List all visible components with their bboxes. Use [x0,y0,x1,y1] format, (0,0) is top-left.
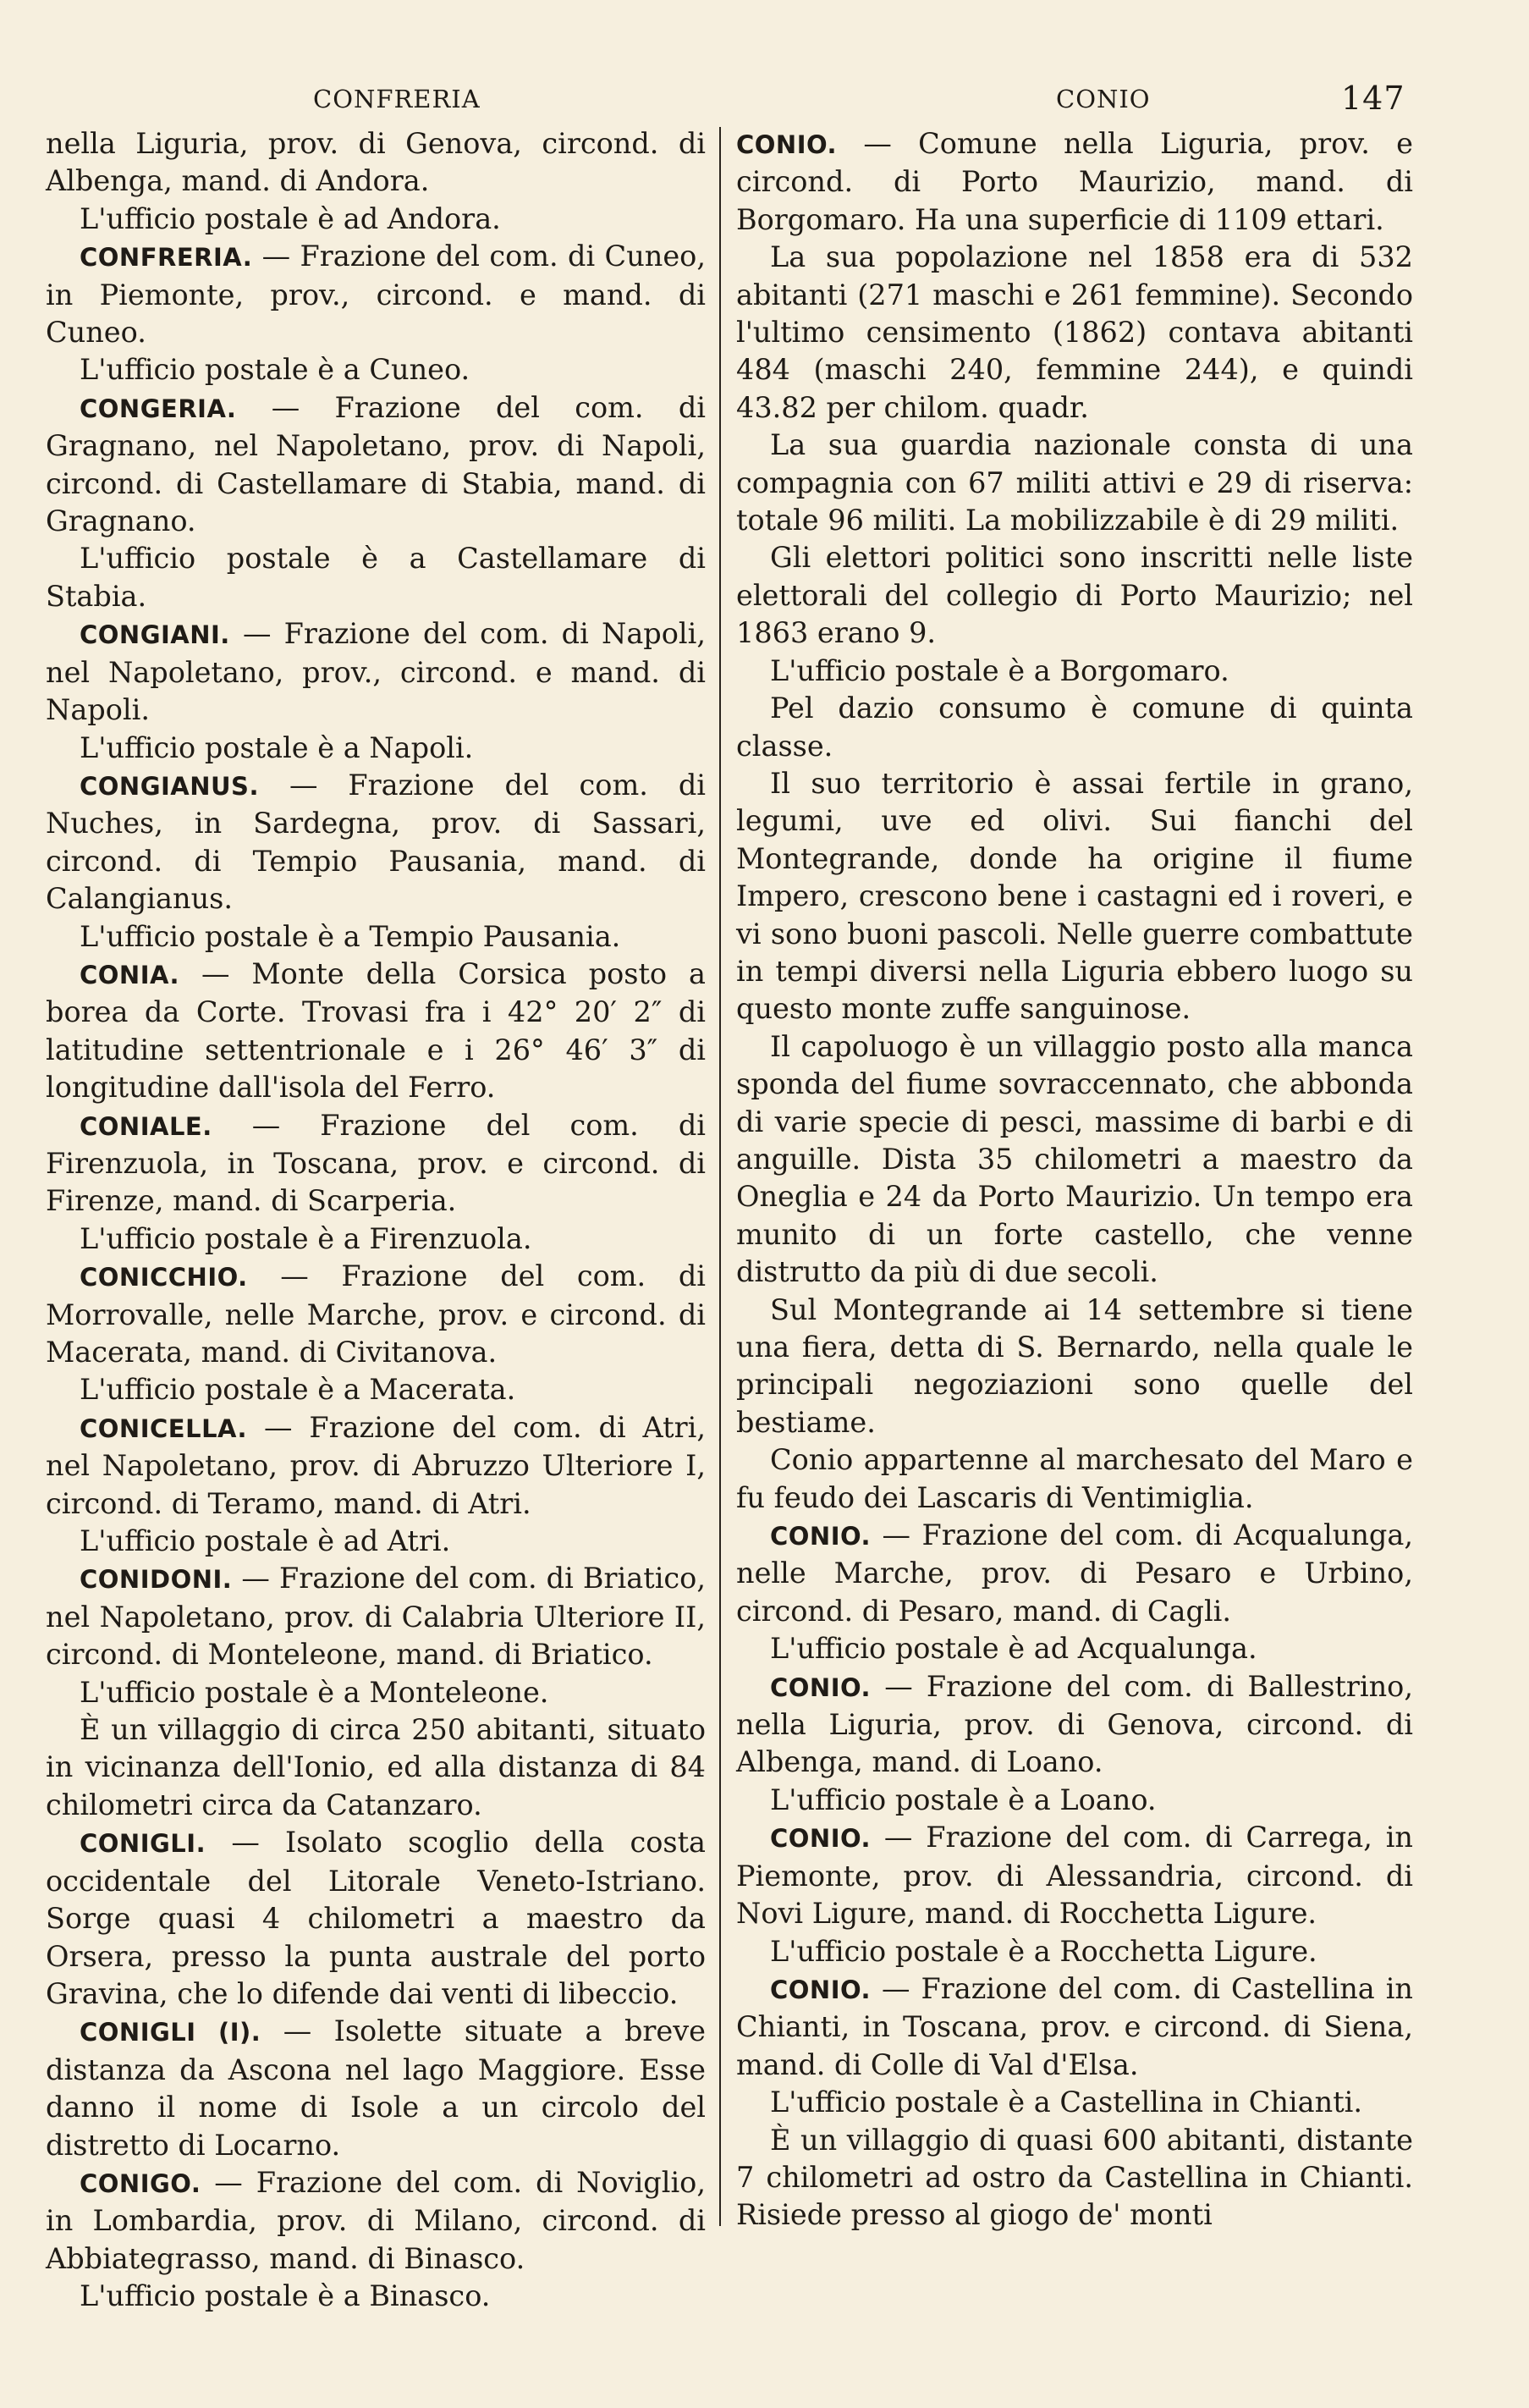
entry-text: — Frazione del com. di Cuneo, in Piemonte, prov., circond. e mand. di Cuneo. [46,240,706,350]
dictionary-entry [46,615,706,729]
entry-headword: CONIO. [770,1522,872,1551]
entry-paragraph [736,2084,1413,2121]
entry-text: Gli elettori politici sono inscritti nelle liste elettorali del collegio di Porto Maurizio; nel 1863 erano 9. [736,541,1413,650]
dictionary-entry [46,238,706,351]
entry-paragraph [46,1221,706,1258]
entry-text: Il suo territorio è assai fertile in grano, legumi, uve ed olivi. Sui fianchi del Montegrande, donde ha origine il fiume Impero, crescono bene i castagni ed i roveri, e vi sono buoni pascoli. Nelle guerre combattute in tempi diversi nella Liguria ebbero luogo su questo monte zuffe sanguinose. [736,766,1413,1026]
entry-paragraph [46,1674,706,1711]
entry-paragraph [736,690,1413,765]
entry-headword: CONGIANUS. [80,771,259,801]
entry-text: — Frazione del com. di Nuches, in Sardegna, prov. di Sassari, circond. di Tempio Pausania, mand. di Calangianus. [46,768,706,916]
entry-paragraph [736,239,1413,427]
dictionary-entry [736,1668,1413,1782]
entry-paragraph [736,539,1413,652]
entry-headword: CONIO. [770,1975,872,2004]
entry-text: L'ufficio postale è ad Atri. [80,1524,451,1558]
entry-headword: CONICELLA. [80,1413,248,1443]
entry-paragraph [46,2278,706,2315]
entry-headword: CONIGO. [80,2168,201,2198]
dictionary-entry [736,1517,1413,1630]
entry-headword: CONIO. [736,130,838,159]
dictionary-entry [736,1970,1413,2084]
entry-text: L'ufficio postale è a Rocchetta Ligure. [770,1934,1317,1968]
entry-text: È un villaggio di circa 250 abitanti, situato in vicinanza dell'Ionio, ed alla distanza di 84 chilometri circa da Catanzaro. [46,1713,706,1821]
entry-text: L'ufficio postale è a Binasco. [80,2279,491,2313]
entry-headword: CONGIANI. [80,620,230,650]
left-column [46,125,706,2316]
right-column [736,125,1413,2234]
entry-paragraph [736,1782,1413,1819]
entry-text: — Frazione del com. di Acqualunga, nelle Marche, prov. di Pesaro e Urbino, circond. di Pesaro, mand. di Cagli. [736,1518,1413,1628]
entry-text: — Frazione del com. di Ballestrino, nella Liguria, prov. di Genova, circond. di Albenga, mand. di Loano. [736,1669,1413,1779]
dictionary-entry [46,1409,706,1523]
entry-text: — Isolette situate a breve distanza da Ascona nel lago Maggiore. Esse danno il nome di Isole a un circolo del distretto di Locarno. [46,2014,706,2162]
entry-paragraph [736,427,1413,539]
dictionary-entry [46,956,706,1107]
entry-paragraph [736,1933,1413,1970]
dictionary-entry [46,1258,706,1371]
entry-text: — Frazione del com. di Gragnano, nel Napoletano, prov. di Napoli, circond. di Castellamare di Stabia, mand. di Gragnano. [46,390,706,538]
entry-text: L'ufficio postale è a Napoli. [80,730,474,764]
dictionary-entry [46,1107,706,1221]
entry-text: La sua popolazione nel 1858 era di 532 abitanti (271 maschi e 261 femmine). Secondo l'ultimo censimento (1862) contava abitanti 484 (maschi 240, femmine 244), e quindi 43.82 per chilom. quadr. [736,240,1413,424]
dictionary-entry [46,1824,706,2013]
entry-text: — Frazione del com. di Morrovalle, nelle Marche, prov. e circond. di Macerata, mand. di Civitanova. [46,1259,706,1369]
entry-text: L'ufficio postale è ad Acqualunga. [770,1632,1257,1666]
entry-paragraph [736,1441,1413,1517]
entry-text: La sua guardia nazionale consta di una compagnia con 67 militi attivi e 29 di riserva: totale 96 militi. La mobilizzabile è di 29 militi. [736,428,1413,537]
entry-text: Pel dazio consumo è comune di quinta classe. [736,692,1413,763]
entry-text: — Isolato scoglio della costa occidentale del Litorale Veneto-Istriano. Sorge quasi 4 chilometri a maestro da Orsera, presso la punta australe del porto Gravina, che lo difende dai venti di libeccio. [46,1826,706,2010]
dictionary-entry [46,2013,706,2164]
entry-text: nella Liguria, prov. di Genova, circond. di Albenga, mand. di Andora. [46,127,706,198]
entry-headword: CONGERIA. [80,394,237,423]
entry-headword: CONIDONI. [80,1565,233,1595]
entry-text: L'ufficio postale è a Borgomaro. [770,653,1229,687]
entry-text: — Frazione del com. di Napoli, nel Napoletano, prov., circond. e mand. di Napoli. [46,617,706,727]
entry-headword: CONIGLI. [80,1829,206,1859]
entry-paragraph [46,1523,706,1560]
entry-text: Il capoluogo è un villaggio posto alla manca sponda del fiume sovraccennato, che abbonda di varie specie di pesci, massime di barbi e di anguille. Dista 35 chilometri a maestro da Oneglia e 24 da Porto Maurizio. Un tempo era munito di un forte castello, che venne distrutto da più di due secoli. [736,1029,1413,1289]
entry-text: — Frazione del com. di Atri, nel Napoletano, prov. di Abruzzo Ulteriore I, circond. di Teramo, mand. di Atri. [46,1410,706,1520]
entry-text: — Monte della Corsica posto a borea da Corte. Trovasi fra i 42° 20′ 2″ di latitudine settentrionale e i 26° 46′ 3″ di longitudine dall'isola del Ferro. [46,956,706,1105]
running-head-center: CONIO [1056,85,1151,113]
dictionary-entry [46,767,706,918]
entry-paragraph [736,1028,1413,1292]
entry-paragraph [736,765,1413,1028]
running-head-left: CONFRERIA [313,85,481,113]
dictionary-entry [46,1560,706,1673]
entry-text: Sul Montegrande ai 14 settembre si tiene una fiera, detta di S. Bernardo, nella quale le principali negoziazioni sono quelle del bestiame. [736,1292,1413,1439]
entry-text: L'ufficio postale è a Castellina in Chianti. [770,2086,1363,2119]
entry-text: L'ufficio postale è a Monteleone. [80,1675,549,1709]
entry-paragraph [46,201,706,238]
dictionary-entry [736,125,1413,239]
entry-paragraph [46,1711,706,1824]
entry-text: L'ufficio postale è ad Andora. [80,201,501,235]
entry-paragraph [46,540,706,615]
entry-text: L'ufficio postale è a Cuneo. [80,353,470,387]
column-divider [719,127,721,2226]
entry-paragraph [736,653,1413,690]
entry-text: L'ufficio postale è a Loano. [770,1783,1157,1816]
entry-paragraph [46,125,706,201]
entry-paragraph [46,1371,706,1408]
entry-headword: CONFRERIA. [80,243,253,273]
entry-headword: CONICCHIO. [80,1263,248,1292]
entry-text: — Frazione del com. di Castellina in Chianti, in Toscana, prov. e circond. di Siena, mand. di Colle di Val d'Elsa. [736,1971,1413,2081]
entry-paragraph [46,351,706,388]
entry-headword: CONIA. [80,960,179,989]
entry-text: L'ufficio postale è a Macerata. [80,1373,516,1407]
dictionary-entry [736,1819,1413,1932]
entry-headword: CONIO. [770,1672,872,1702]
entry-text: — Frazione del com. di Briatico, nel Napoletano, prov. di Calabria Ulteriore II, circond. di Monteleone, mand. di Briatico. [46,1562,706,1672]
entry-text: L'ufficio postale è a Firenzuola. [80,1221,532,1255]
entry-text: — Frazione del com. di Carrega, in Piemonte, prov. di Alessandria, circond. di Novi Ligure, mand. di Rocchetta Ligure. [736,1821,1413,1931]
entry-headword: CONIGLI (I). [80,2018,261,2047]
entry-text: L'ufficio postale è a Tempio Pausania. [80,919,621,953]
dictionary-entry [46,389,706,541]
entry-text: È un villaggio di quasi 600 abitanti, distante 7 chilometri ad ostro da Castellina in Chianti. Risiede presso al giogo de' monti [736,2123,1413,2232]
entry-headword: CONIALE. [80,1111,212,1141]
entry-paragraph [736,1630,1413,1667]
entry-paragraph [736,2122,1413,2234]
entry-text: L'ufficio postale è a Castellamare di Stabia. [46,542,706,613]
dictionary-entry [46,2164,706,2278]
entry-text: Conio appartenne al marchesato del Maro e fu feudo dei Lascaris di Ventimiglia. [736,1443,1413,1514]
entry-text: — Frazione del com. di Noviglio, in Lombardia, prov. di Milano, circond. di Abbiategrasso, mand. di Binasco. [46,2165,706,2275]
entry-paragraph [736,1292,1413,1442]
page-number: 147 [1341,80,1405,117]
entry-paragraph [46,730,706,767]
entry-paragraph [46,918,706,956]
entry-text: — Comune nella Liguria, prov. e circond. di Porto Maurizio, mand. di Borgomaro. Ha una superficie di 1109 ettari. [736,127,1413,236]
entry-text: — Frazione del com. di Firenzuola, in Toscana, prov. e circond. di Firenze, mand. di Scarperia. [46,1108,706,1218]
entry-headword: CONIO. [770,1824,872,1854]
